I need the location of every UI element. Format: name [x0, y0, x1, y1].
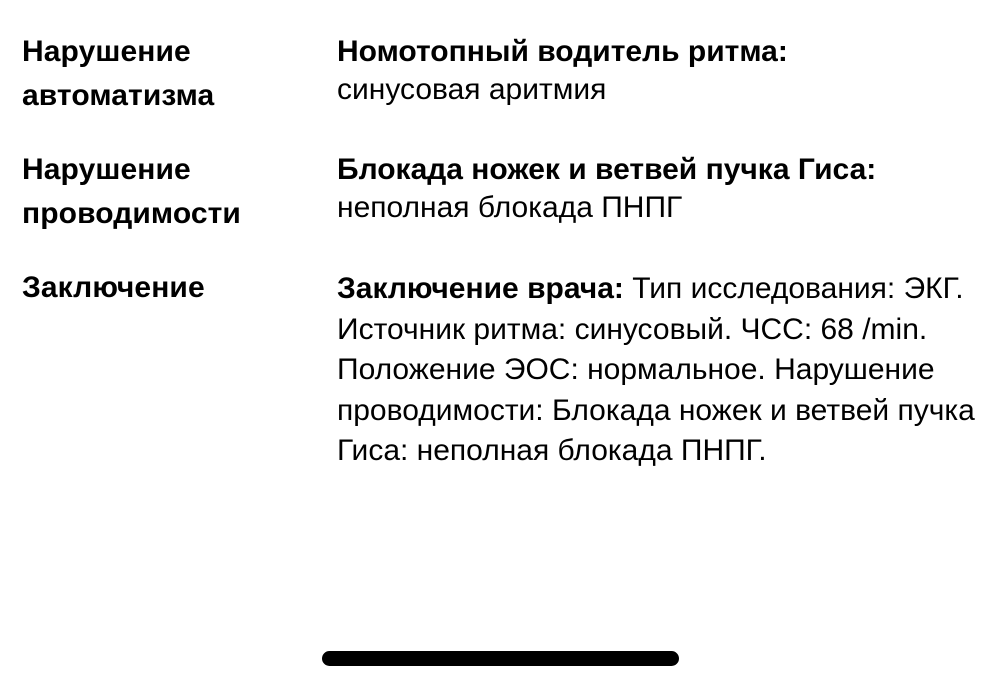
row-value-title-conclusion: Заключение врача:	[337, 272, 624, 305]
row-value-title-automatism: Номотопный водитель ритма:	[337, 35, 788, 68]
row-label-conclusion: Заключение	[22, 271, 205, 304]
row-value-text-conclusion: Тип исследования: ЭКГ. Источник ритма: синусовый. ЧСС: 68 /min. Положение ЭОС: нормальное. Нарушение проводимости: Блокада ножек и ветвей пучка Гиса: неполная блокада ПНПГ.	[337, 272, 975, 468]
row-value-text-conduction: неполная блокада ПНПГ	[337, 191, 683, 224]
row-value-conduction	[337, 151, 987, 227]
row-value-title-conduction: Блокада ножек и ветвей пучка Гиса:	[337, 153, 877, 186]
row-value-conclusion	[337, 269, 982, 472]
row-label-conduction: Нарушение проводимости	[22, 153, 241, 230]
row-value-automatism	[337, 33, 987, 109]
row-label-automatism: Нарушение автоматизма	[22, 35, 215, 112]
row-value-text-automatism: синусовая аритмия	[337, 73, 607, 106]
home-indicator[interactable]	[322, 651, 679, 666]
